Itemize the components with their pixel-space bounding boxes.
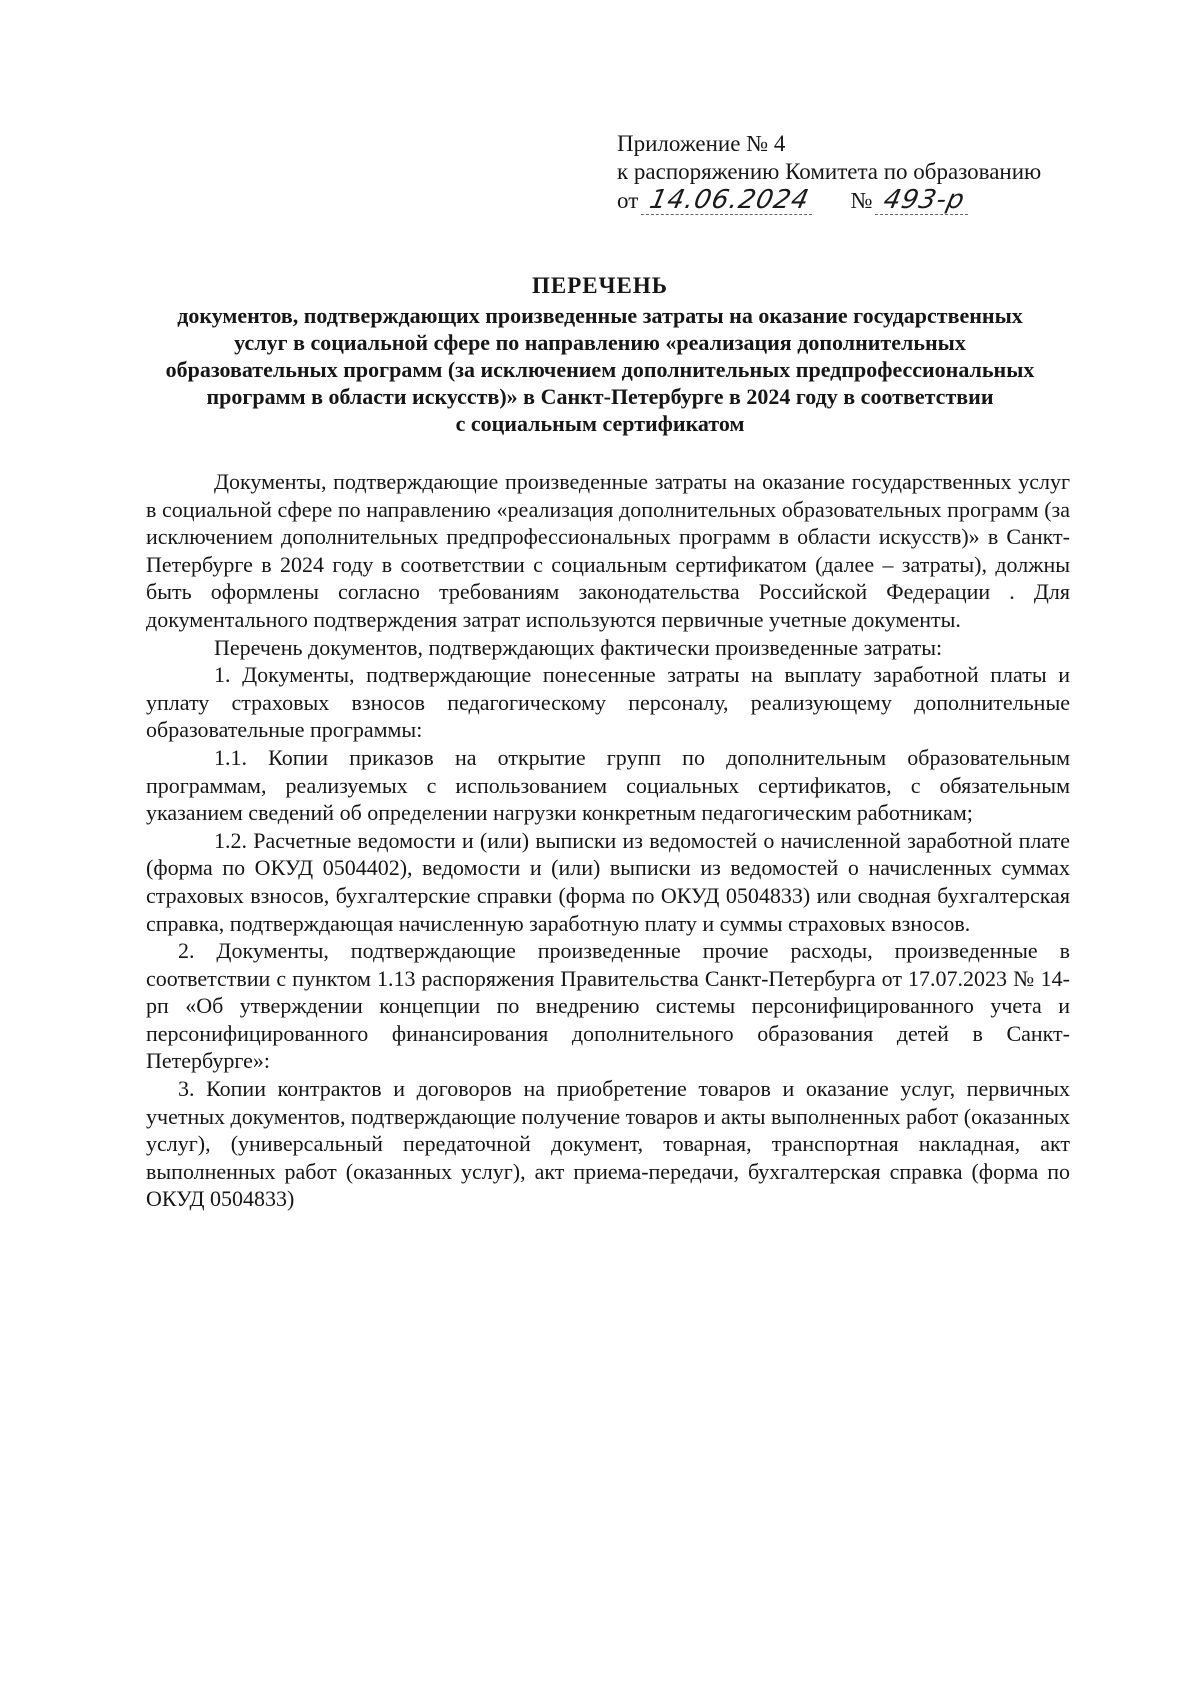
handwritten-date: 14.06.2024 <box>641 186 818 215</box>
title-main: ПЕРЕЧЕНЬ <box>532 273 668 298</box>
appendix-reference: к распоряжению Комитета по образованию <box>617 159 1042 184</box>
date-prefix: от <box>617 188 639 213</box>
intro-paragraph: Документы, подтверждающие произведенные затраты на оказание государственных услуг в социальной сфере по направлению «реализация дополнительных образовательных программ (за исключением дополнительных предпрофессиональных программ в области искусств)» в Санкт-Петербурге в 2024 году в соответствии с социальным сертификатом (далее – затраты), должны быть оформлены согласно требованиям законодательства Российской Федерации . Для документального подтверждения затрат используются первичные учетные документы. <box>146 469 1070 632</box>
item-1-1-paragraph: 1.1. Копии приказов на открытие групп по дополнительным образовательным программам, реализуемых с использованием социальных сертификатов, с обязательным указанием сведений об определении нагрузки конкретным педагогическим работникам; <box>146 744 1070 826</box>
handwritten-number: 493-р <box>875 186 974 215</box>
item-1-paragraph: 1. Документы, подтверждающие понесенные затраты на выплату заработной платы и уплату страховых взносов педагогическому персоналу, реализующему дополнительные образовательные программы: <box>146 662 1070 743</box>
title-line-3: образовательных программ (за исключением дополнительных предпрофессиональных <box>165 357 1035 382</box>
list-intro-paragraph: Перечень документов, подтверждающих фактически произведенные затраты: <box>214 634 943 660</box>
title-line-4: программ в области искусств)» в Санкт-Петербурге в 2024 году в соответствии <box>206 384 994 409</box>
document-title <box>140 272 1060 437</box>
item-3-paragraph: 3. Копии контрактов и договоров на приобретение товаров и оказание услуг, первичных учетных документов, подтверждающие получение товаров и акты выполненных работ (оказанных услуг), (универсальный передаточной документ, товарная, транспортная накладная, акт выполненных работ (оказанных услуг), акт приема-передачи, бухгалтерская справка (форма по ОКУД 0504833) <box>146 1076 1071 1212</box>
item-2-paragraph: 2. Документы, подтверждающие произведенные прочие расходы, произведенные в соответствии с пунктом 1.13 распоряжения Правительства Санкт-Петербурга от 17.07.2023 № 14-рп «Об утверждении концепции по внедрению системы персонифицированного учета и персонифицированного финансирования дополнительного образования детей в Санкт-Петербурге»: <box>146 938 1070 1074</box>
appendix-header <box>617 130 1041 215</box>
title-line-5: с социальным сертификатом <box>455 411 745 436</box>
item-1-2-paragraph: 1.2. Расчетные ведомости и (или) выписки из ведомостей о начисленной заработной плате (форма по ОКУД 0504402), ведомости и (или) выписки из ведомостей о начисленных суммах страховых взносов, бухгалтерские справки (форма по ОКУД 0504833) или сводная бухгалтерская справка, подтверждающая начисленную заработную плату и суммы страховых взносов. <box>146 827 1070 936</box>
document-body <box>146 468 1070 1213</box>
appendix-date-number-line <box>617 186 1041 215</box>
number-prefix: № <box>850 188 873 213</box>
title-line-2: услуг в социальной сфере по направлению «реализация дополнительных <box>234 330 966 355</box>
title-line-1: документов, подтверждающих произведенные затраты на оказание государственных <box>177 303 1023 328</box>
appendix-number: Приложение № 4 <box>617 131 786 156</box>
